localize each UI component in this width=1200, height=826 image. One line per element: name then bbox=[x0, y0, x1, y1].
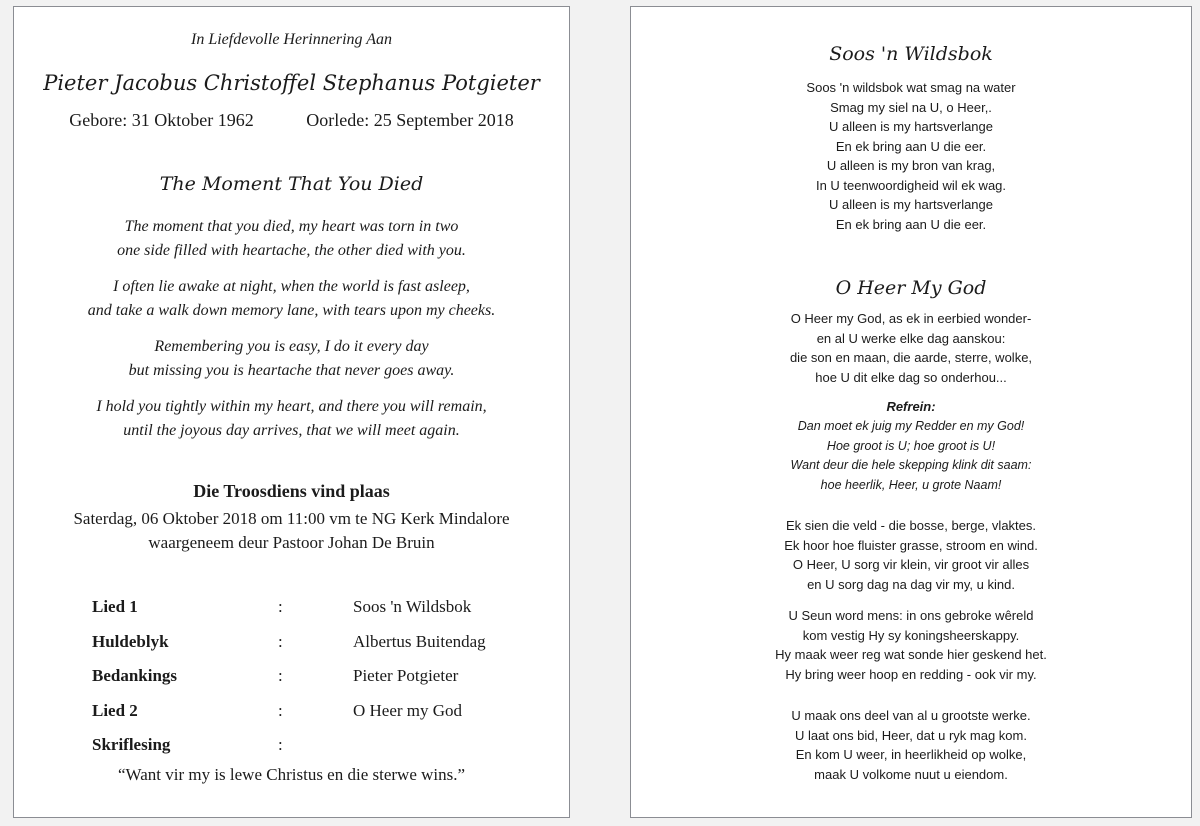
lyric-line: O Heer, U sorg vir klein, vir groot vir alles bbox=[792, 557, 1030, 572]
refrain-line: Dan moet ek juig my Redder en my God! bbox=[797, 419, 1025, 433]
poem-stanzas bbox=[14, 215, 569, 455]
lyric-line: En kom U weer, in heerlikheid op wolke, bbox=[795, 747, 1027, 762]
poem-line: one side filled with heartache, the other died with you. bbox=[117, 242, 466, 259]
lyric-line: en U sorg dag na dag vir my, u kind. bbox=[807, 576, 1015, 592]
refrain-line: hoe heerlik, Heer, u grote Naam! bbox=[820, 477, 1002, 492]
program-separator: : bbox=[278, 597, 283, 617]
lyric-line: Smag my siel na U, o Heer,. bbox=[830, 99, 992, 115]
service-details-line: Saterdag, 06 Oktober 2018 om 11:00 vm te NG Kerk Mindalore bbox=[73, 509, 510, 528]
service-details bbox=[14, 507, 569, 555]
program-separator: : bbox=[278, 700, 283, 720]
poem-line: I hold you tightly within my heart, and there you will remain, bbox=[96, 398, 487, 415]
lyric-line: En ek bring aan U die eer. bbox=[835, 138, 987, 154]
poem-line: until the joyous day arrives, that we will meet again. bbox=[123, 422, 460, 439]
refrain-line: Want deur die hele skepping klink dit saam: bbox=[790, 458, 1032, 472]
program-label: Huldeblyk bbox=[92, 631, 169, 651]
poem-stanza bbox=[14, 395, 569, 443]
service-heading: Die Troosdiens vind plaas bbox=[193, 481, 390, 501]
lyric-line: en al U werke elke dag aanskou: bbox=[816, 330, 1006, 346]
program-label: Lied 1 bbox=[92, 597, 138, 617]
program-label: Bedankings bbox=[92, 666, 178, 686]
lyric-line: U laat ons bid, Heer, dat u ryk mag kom. bbox=[795, 727, 1027, 743]
poem-line: The moment that you died, my heart was torn in two bbox=[124, 218, 459, 235]
program-table bbox=[92, 590, 532, 763]
scripture-quote: “Want vir my is lewe Christus en die sterwe wins.” bbox=[117, 765, 466, 784]
program-separator: : bbox=[278, 735, 283, 755]
song2-verse bbox=[631, 706, 1191, 784]
left-page bbox=[13, 6, 570, 818]
lyric-line: In U teenwoordigheid wil ek wag. bbox=[815, 177, 1007, 193]
lyric-line: Soos 'n wildsbok wat smag na water bbox=[806, 80, 1016, 95]
refrain-lyrics bbox=[631, 417, 1191, 495]
lyric-line: U alleen is my hartsverlange bbox=[828, 119, 994, 134]
service-details-line: waargeneem deur Pastoor Johan De Bruin bbox=[148, 533, 435, 552]
poem-stanza bbox=[14, 335, 569, 383]
program-value: Soos 'n Wildsbok bbox=[353, 597, 472, 617]
song2-verse bbox=[631, 606, 1191, 684]
poem-line: Remembering you is easy, I do it every day bbox=[154, 338, 429, 355]
program-separator: : bbox=[278, 666, 283, 686]
birth-date: Gebore: 31 Oktober 1962 bbox=[69, 110, 254, 130]
lyric-line: Hy bring weer hoop en redding - ook vir my. bbox=[785, 666, 1037, 682]
death-date: Oorlede: 25 September 2018 bbox=[306, 110, 514, 130]
lyric-line: U alleen is my bron van krag, bbox=[826, 158, 996, 173]
program-value: O Heer my God bbox=[353, 700, 463, 720]
lyric-line: kom vestig Hy sy koningsheerskappy. bbox=[802, 627, 1020, 643]
lyric-line: Ek sien die veld - die bosse, berge, vlaktes. bbox=[785, 518, 1037, 533]
song2-intro bbox=[631, 309, 1191, 387]
song2-title: O Heer My God bbox=[835, 277, 987, 299]
program-row bbox=[92, 694, 532, 729]
deceased-name: Pieter Jacobus Christoffel Stephanus Potgieter bbox=[43, 71, 540, 95]
program-row bbox=[92, 590, 532, 625]
program-label: Lied 2 bbox=[92, 700, 138, 720]
lyric-line: U alleen is my hartsverlange bbox=[828, 197, 994, 212]
lyric-line: U maak ons deel van al u grootste werke. bbox=[791, 708, 1031, 723]
refrain-label: Refrein: bbox=[886, 399, 936, 414]
lyric-line: U Seun word mens: in ons gebroke wêreld bbox=[788, 608, 1034, 623]
right-page bbox=[630, 6, 1192, 818]
poem-line: but missing you is heartache that never goes away. bbox=[128, 362, 455, 379]
memorial-header: In Liefdevolle Herinnering Aan bbox=[191, 31, 392, 48]
song2-verse bbox=[631, 516, 1191, 594]
program-separator: : bbox=[278, 631, 283, 651]
program-row bbox=[92, 659, 532, 694]
lyric-line: die son en maan, die aarde, sterre, wolke, bbox=[789, 350, 1033, 365]
lyric-line: En ek bring aan U die eer. bbox=[835, 216, 987, 232]
lyric-line: Ek hoor hoe fluister grasse, stroom en wind. bbox=[784, 537, 1038, 553]
program-row bbox=[92, 625, 532, 660]
poem-stanza bbox=[14, 215, 569, 263]
poem-stanza bbox=[14, 275, 569, 323]
program-value bbox=[353, 728, 532, 763]
poem-title: The Moment That You Died bbox=[159, 173, 424, 195]
program-label: Skriflesing bbox=[92, 735, 171, 755]
song1-lyrics bbox=[631, 78, 1191, 234]
poem-line: I often lie awake at night, when the world is fast asleep, bbox=[113, 278, 470, 295]
lyric-line: O Heer my God, as ek in eerbied wonder- bbox=[790, 311, 1032, 326]
program-row bbox=[92, 728, 532, 763]
dates-row bbox=[14, 110, 569, 131]
song1-title: Soos 'n Wildsbok bbox=[829, 43, 993, 65]
lyric-line: Hy maak weer reg wat sonde hier geskend het. bbox=[775, 647, 1047, 662]
program-value: Pieter Potgieter bbox=[353, 666, 459, 686]
lyric-line: maak U volkome nuut u eiendom. bbox=[814, 766, 1008, 782]
poem-line: and take a walk down memory lane, with tears upon my cheeks. bbox=[87, 302, 496, 319]
refrain-line: Hoe groot is U; hoe groot is U! bbox=[826, 438, 996, 453]
lyric-line: hoe U dit elke dag so onderhou... bbox=[815, 369, 1007, 385]
program-value: Albertus Buitendag bbox=[353, 631, 486, 651]
